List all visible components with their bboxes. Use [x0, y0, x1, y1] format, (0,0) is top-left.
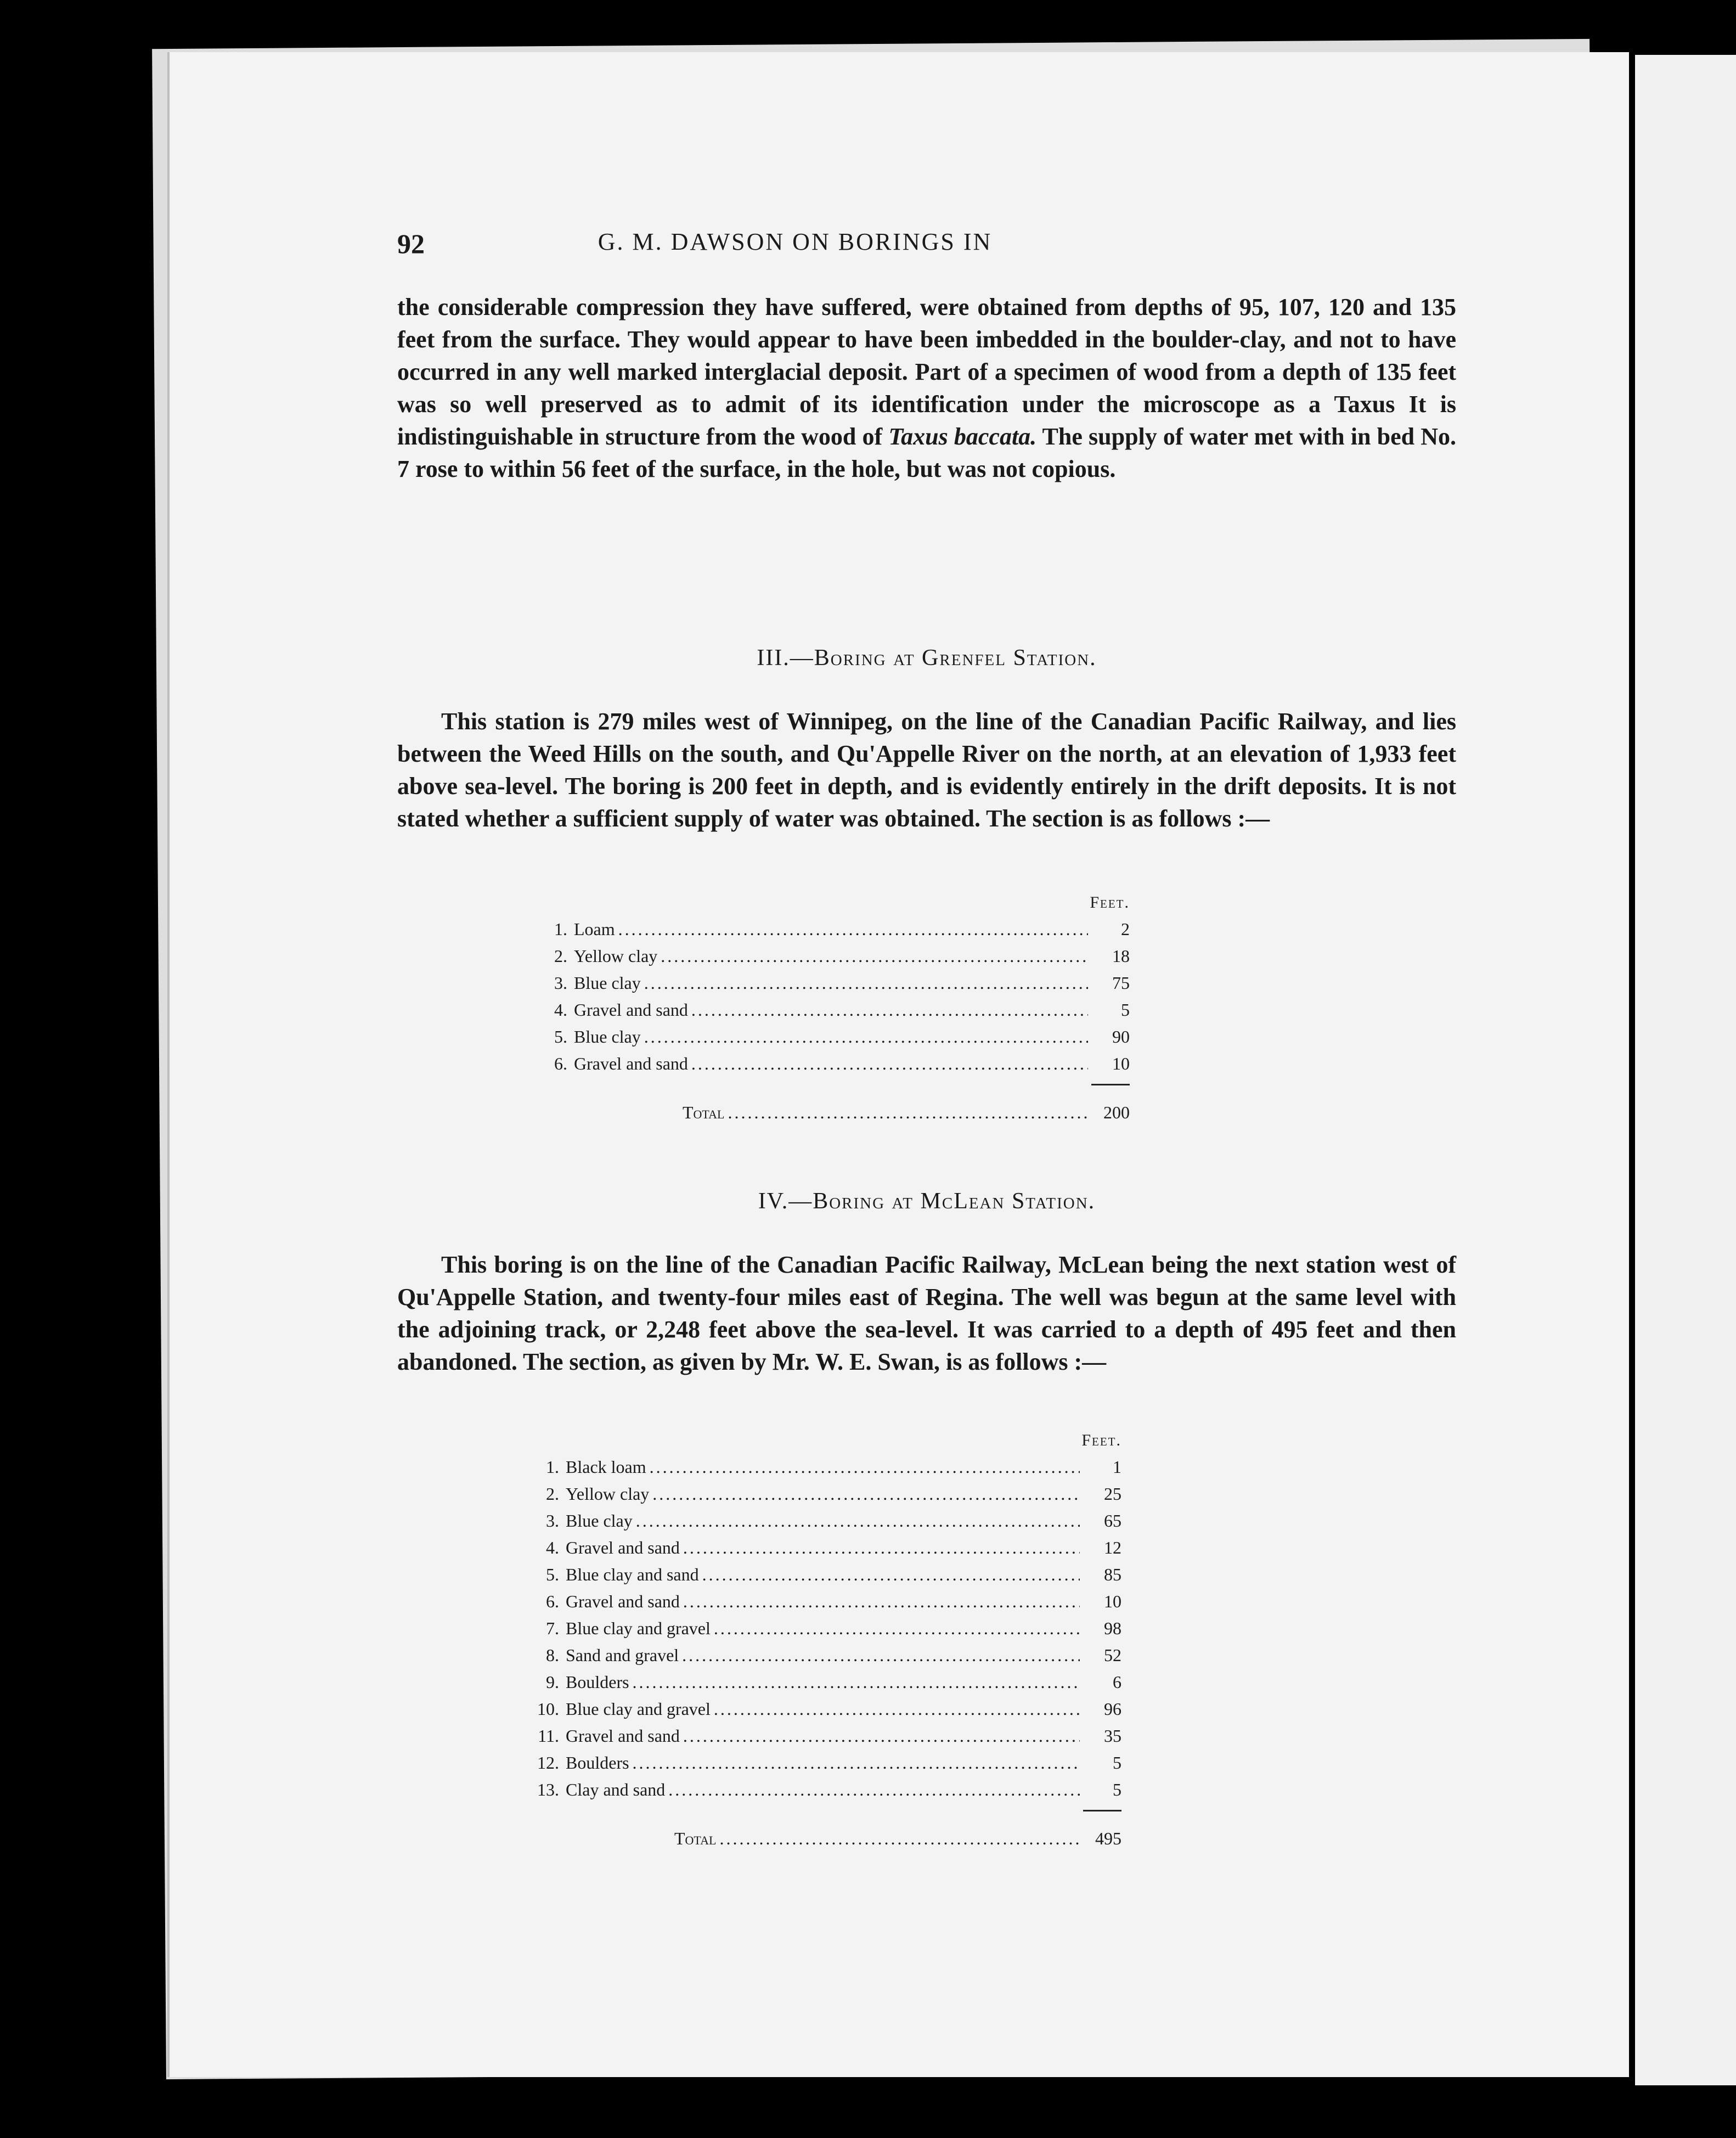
table-rows [532, 1454, 1121, 1803]
row-material: Blue clay [574, 973, 641, 993]
row-number: 6. [554, 1054, 567, 1073]
row-number: 2. [554, 946, 567, 966]
table-row [532, 1669, 1121, 1696]
row-number: 2. [546, 1484, 559, 1504]
table-row [532, 1534, 1121, 1561]
table-row [540, 1050, 1130, 1077]
row-feet: 75 [1112, 973, 1130, 993]
table-column-header: Feet. [1081, 1431, 1121, 1449]
row-number: 10. [537, 1699, 559, 1719]
row-number: 5. [554, 1027, 567, 1047]
row-feet: 5 [1121, 1000, 1130, 1020]
intro-paragraph [397, 291, 1456, 485]
section-4-title: IV.—Boring at McLean Station. [758, 1189, 1096, 1214]
row-number: 5. [546, 1565, 559, 1584]
row-number: 13. [537, 1780, 559, 1799]
table-row [540, 943, 1130, 970]
row-feet: 10 [1112, 1054, 1130, 1073]
intro-text-1: the considerable compression they have suffered, were obtained from depths of 95, 107, 120 and 135 feet from the surface. They would appear to have been imbedded in the boulder-clay, and not to have occurred in any well marked interglacial deposit. Part of a specimen of wood from a depth of 135 feet was so well preserved as to admit of its identification under the microscope as a Taxus It is indistinguishable in structure from the wood of [397, 294, 1456, 450]
table-column-header: Feet. [1090, 893, 1130, 912]
table-total-row [540, 1099, 1130, 1126]
table-row [532, 1561, 1121, 1588]
row-material: Blue clay and gravel [566, 1699, 711, 1719]
row-material: Clay and sand [566, 1780, 666, 1799]
facing-page-edge [1635, 55, 1736, 2085]
row-number: 12. [537, 1753, 559, 1773]
row-number: 8. [546, 1645, 559, 1665]
table-row [532, 1507, 1121, 1534]
row-number: 4. [554, 1000, 567, 1020]
row-material: Blue clay and gravel [566, 1618, 711, 1638]
row-feet: 1 [1113, 1457, 1121, 1477]
table-row [532, 1615, 1121, 1642]
row-material: Gravel and sand [566, 1538, 680, 1557]
table-row [540, 916, 1130, 943]
row-material: Yellow clay [574, 946, 658, 966]
table-row [532, 1588, 1121, 1615]
row-number: 1. [546, 1457, 559, 1477]
row-feet: 5 [1113, 1753, 1121, 1773]
row-material: Yellow clay [566, 1484, 650, 1504]
table-row [540, 1023, 1130, 1050]
row-material: Gravel and sand [566, 1726, 680, 1746]
row-material: Gravel and sand [574, 1000, 688, 1020]
row-feet: 90 [1112, 1027, 1130, 1047]
row-number: 9. [546, 1672, 559, 1692]
row-feet: 18 [1112, 946, 1130, 966]
row-feet: 65 [1104, 1511, 1121, 1531]
total-rule [532, 1803, 1121, 1818]
section-4-paragraph: This boring is on the line of the Canadian Pacific Railway, McLean being the next station west of Qu'Appelle Station, and twenty-four miles east of Regina. The well was begun at the same level with the adjoining track, or 2,248 feet above the sea-level. It was carried to a depth of 495 feet and then abandoned. The section, as given by Mr. W. E. Swan, is as follows :— [397, 1251, 1456, 1375]
row-material: Gravel and sand [566, 1591, 680, 1611]
row-feet: 6 [1113, 1672, 1121, 1692]
row-number: 3. [546, 1511, 559, 1531]
page-number: 92 [397, 228, 425, 259]
table-row [540, 997, 1130, 1023]
running-title: G. M. DAWSON ON BORINGS IN [598, 228, 993, 255]
section-3-paragraph: This station is 279 miles west of Winnipeg, on the line of the Canadian Pacific Railway, and lies between the Weed Hills on the south, and Qu'Appelle River on the north, at an elevation of 1,933 feet above sea-level. The boring is 200 feet in depth, and is evidently entirely in the drift deposits. It is not stated whether a sufficient supply of water was obtained. The section is as follows :— [397, 708, 1456, 832]
row-material: Black loam [566, 1457, 646, 1477]
intro-text-2: The supply of water met with in bed No. 7 rose to within 56 feet of the surface, in the hole, but was not copious. [397, 423, 1456, 482]
total-rule [540, 1077, 1130, 1091]
table-row [532, 1696, 1121, 1723]
running-head [397, 228, 1456, 266]
row-feet: 10 [1104, 1591, 1121, 1611]
row-number: 7. [546, 1618, 559, 1638]
table-row [532, 1481, 1121, 1507]
table-row [532, 1749, 1121, 1776]
row-feet: 52 [1104, 1645, 1121, 1665]
total-value: 200 [1103, 1102, 1130, 1122]
table-row [540, 970, 1130, 997]
table-total-row [532, 1825, 1121, 1852]
row-material: Blue clay and sand [566, 1565, 699, 1584]
row-feet: 12 [1104, 1538, 1121, 1557]
row-material: Loam [574, 919, 615, 939]
row-feet: 35 [1104, 1726, 1121, 1746]
row-feet: 96 [1104, 1699, 1121, 1719]
row-feet: 85 [1104, 1565, 1121, 1584]
table-row [532, 1454, 1121, 1481]
table-row [532, 1723, 1121, 1749]
row-feet: 98 [1104, 1618, 1121, 1638]
row-feet: 5 [1113, 1780, 1121, 1799]
row-number: 11. [538, 1726, 559, 1746]
section-3-table [540, 889, 1130, 1126]
table-row [532, 1642, 1121, 1669]
row-material: Blue clay [574, 1027, 641, 1047]
total-value: 495 [1095, 1828, 1121, 1848]
table-rows [540, 916, 1130, 1077]
total-label: Total [674, 1828, 717, 1848]
row-number: 4. [546, 1538, 559, 1557]
book-page [167, 52, 1629, 2077]
row-number: 1. [554, 919, 567, 939]
row-number: 3. [554, 973, 567, 993]
row-material: Blue clay [566, 1511, 633, 1531]
row-number: 6. [546, 1591, 559, 1611]
row-material: Gravel and sand [574, 1054, 688, 1073]
table-row [532, 1776, 1121, 1803]
row-material: Boulders [566, 1753, 629, 1773]
total-label: Total [683, 1102, 725, 1122]
row-feet: 25 [1104, 1484, 1121, 1504]
row-material: Boulders [566, 1672, 629, 1692]
section-3-title: III.—Boring at Grenfel Station. [757, 645, 1097, 671]
row-feet: 2 [1121, 919, 1130, 939]
row-material: Sand and gravel [566, 1645, 679, 1665]
section-4-table [532, 1427, 1121, 1852]
intro-italic-species: Taxus baccata. [888, 423, 1037, 450]
